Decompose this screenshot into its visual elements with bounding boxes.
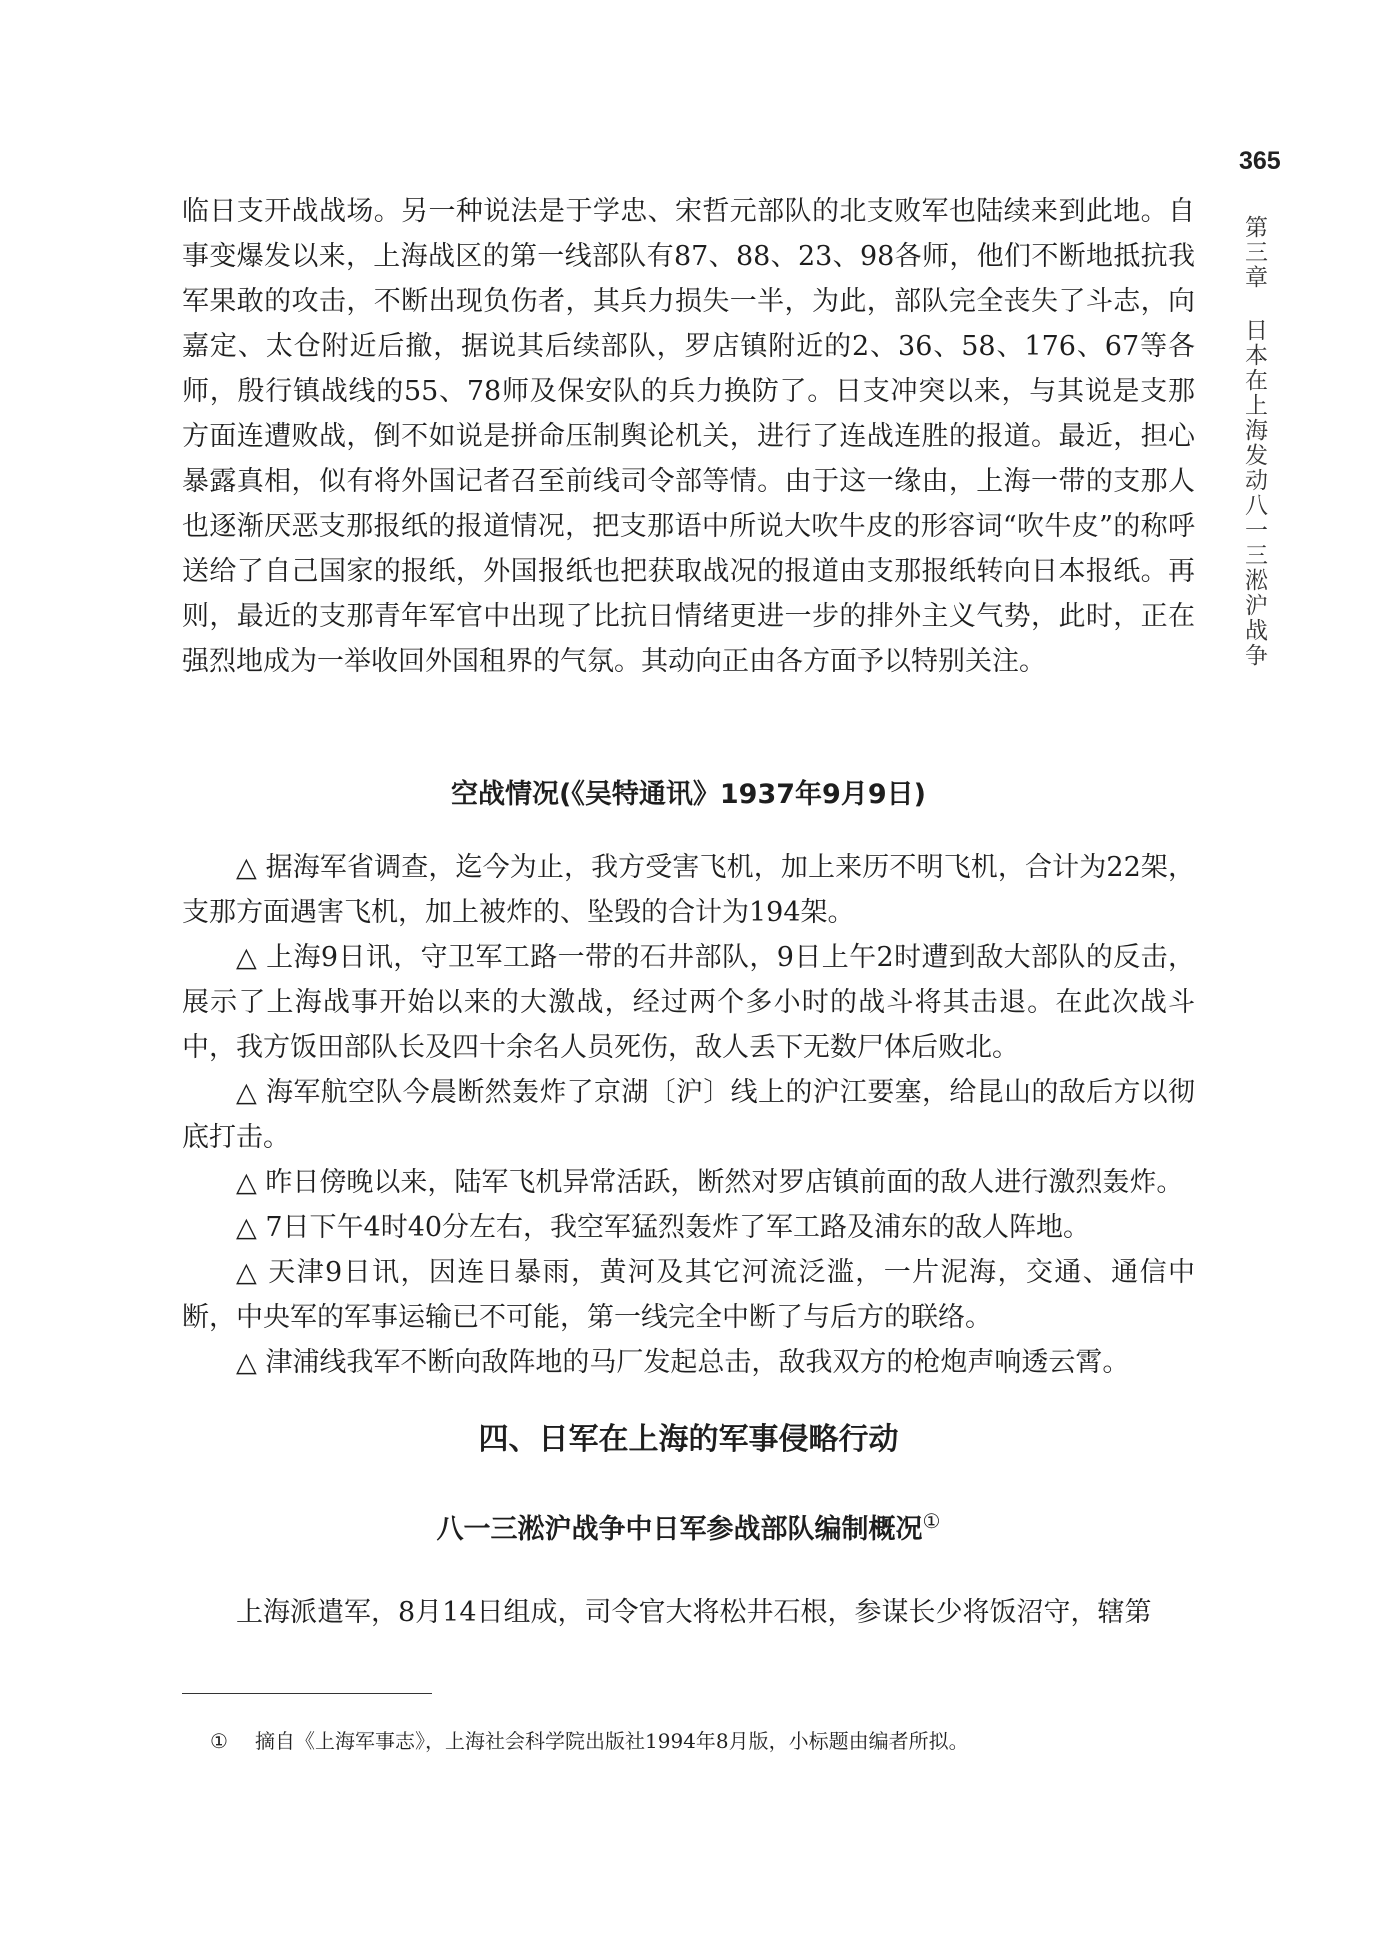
air-war-item-3: △ 海军航空队今晨断然轰炸了京湖〔沪〕线上的沪江要塞，给昆山的敌后方以彻底打击。	[182, 1077, 1195, 1153]
footnote-marker: ①	[210, 1729, 228, 1753]
side-chapter: 第三章	[1241, 215, 1267, 290]
air-war-item-7: △ 津浦线我军不断向敌阵地的马厂发起总击，敌我双方的枪炮声响透云霄。	[236, 1347, 1130, 1378]
section-heading: 四、日军在上海的军事侵略行动	[478, 1422, 899, 1457]
air-war-item-6: △ 天津9日讯，因连日暴雨，黄河及其它河流泛滥，一片泥海，交通、通信中断，中央军的军事运输已不可能，第一线完全中断了与后方的联络。	[182, 1257, 1195, 1333]
air-war-heading: 空战情况(《吴特通讯》1937年9月9日)	[451, 779, 926, 810]
sub-heading-footnote-marker: ①	[922, 1509, 941, 1533]
footnote	[210, 1726, 969, 1756]
last-paragraph: 上海派遣军，8月14日组成，司令官大将松井石根，参谋长少将饭沼守，辖第	[236, 1597, 1152, 1628]
sub-heading	[182, 1510, 1195, 1550]
sub-heading-text: 八一三淞沪战争中日军参战部队编制概况	[436, 1514, 923, 1545]
side-chapter-title: 日本在上海发动八一三淞沪战争	[1241, 318, 1267, 668]
air-war-item-1: △ 据海军省调查，迄今为止，我方受害飞机，加上来历不明飞机，合计为22架，支那方面遇害飞机，加上被炸的、坠毁的合计为194架。	[182, 852, 1195, 928]
air-war-item-5: △ 7日下午4时40分左右，我空军猛烈轰炸了军工路及浦东的敌人阵地。	[236, 1212, 1091, 1243]
body-paragraph-top: 临日支开战战场。另一种说法是于学忠、宋哲元部队的北支败军也陆续来到此地。自事变爆发以来，上海战区的第一线部队有87、88、23、98各师，他们不断地抵抗我军果敢的攻击，不断出现负伤者，其兵力损失一半，为此，部队完全丧失了斗志，向嘉定、太仓附近后撤，据说其后续部队，罗店镇附近的2、36、58、176、67等各师，殷行镇战线的55、78师及保安队的兵力换防了。日支冲突以来，与其说是支那方面连遭败战，倒不如说是拼命压制舆论机关，进行了连战连胜的报道。最近，担心暴露真相，似有将外国记者召至前线司令部等情。由于这一缘由，上海一带的支那人也逐渐厌恶支那报纸的报道情况，把支那语中所说大吹牛皮的形容词“吹牛皮”的称呼送给了自己国家的报纸，外国报纸也把获取战况的报道由支那报纸转向日本报纸。再则，最近的支那青年军官中出现了比抗日情绪更进一步的排外主义气势，此时，正在强烈地成为一举收回外国租界的气氛。其动向正由各方面予以特别关注。	[182, 196, 1195, 677]
side-running-title	[1241, 215, 1267, 668]
footnote-divider	[182, 1693, 432, 1694]
air-war-item-2: △ 上海9日讯，守卫军工路一带的石井部队，9日上午2时遭到敌大部队的反击，展示了上海战事开始以来的大激战，经过两个多小时的战斗将其击退。在此次战斗中，我方饭田部队长及四十余名人员死伤，敌人丢下无数尸体后败北。	[182, 942, 1195, 1063]
footnote-text: 摘自《上海军事志》，上海社会科学院出版社1994年8月版，小标题由编者所拟。	[255, 1729, 969, 1753]
air-war-item-4: △ 昨日傍晚以来，陆军飞机异常活跃，断然对罗店镇前面的敌人进行激烈轰炸。	[236, 1167, 1184, 1198]
page-number: 365	[1239, 147, 1281, 175]
